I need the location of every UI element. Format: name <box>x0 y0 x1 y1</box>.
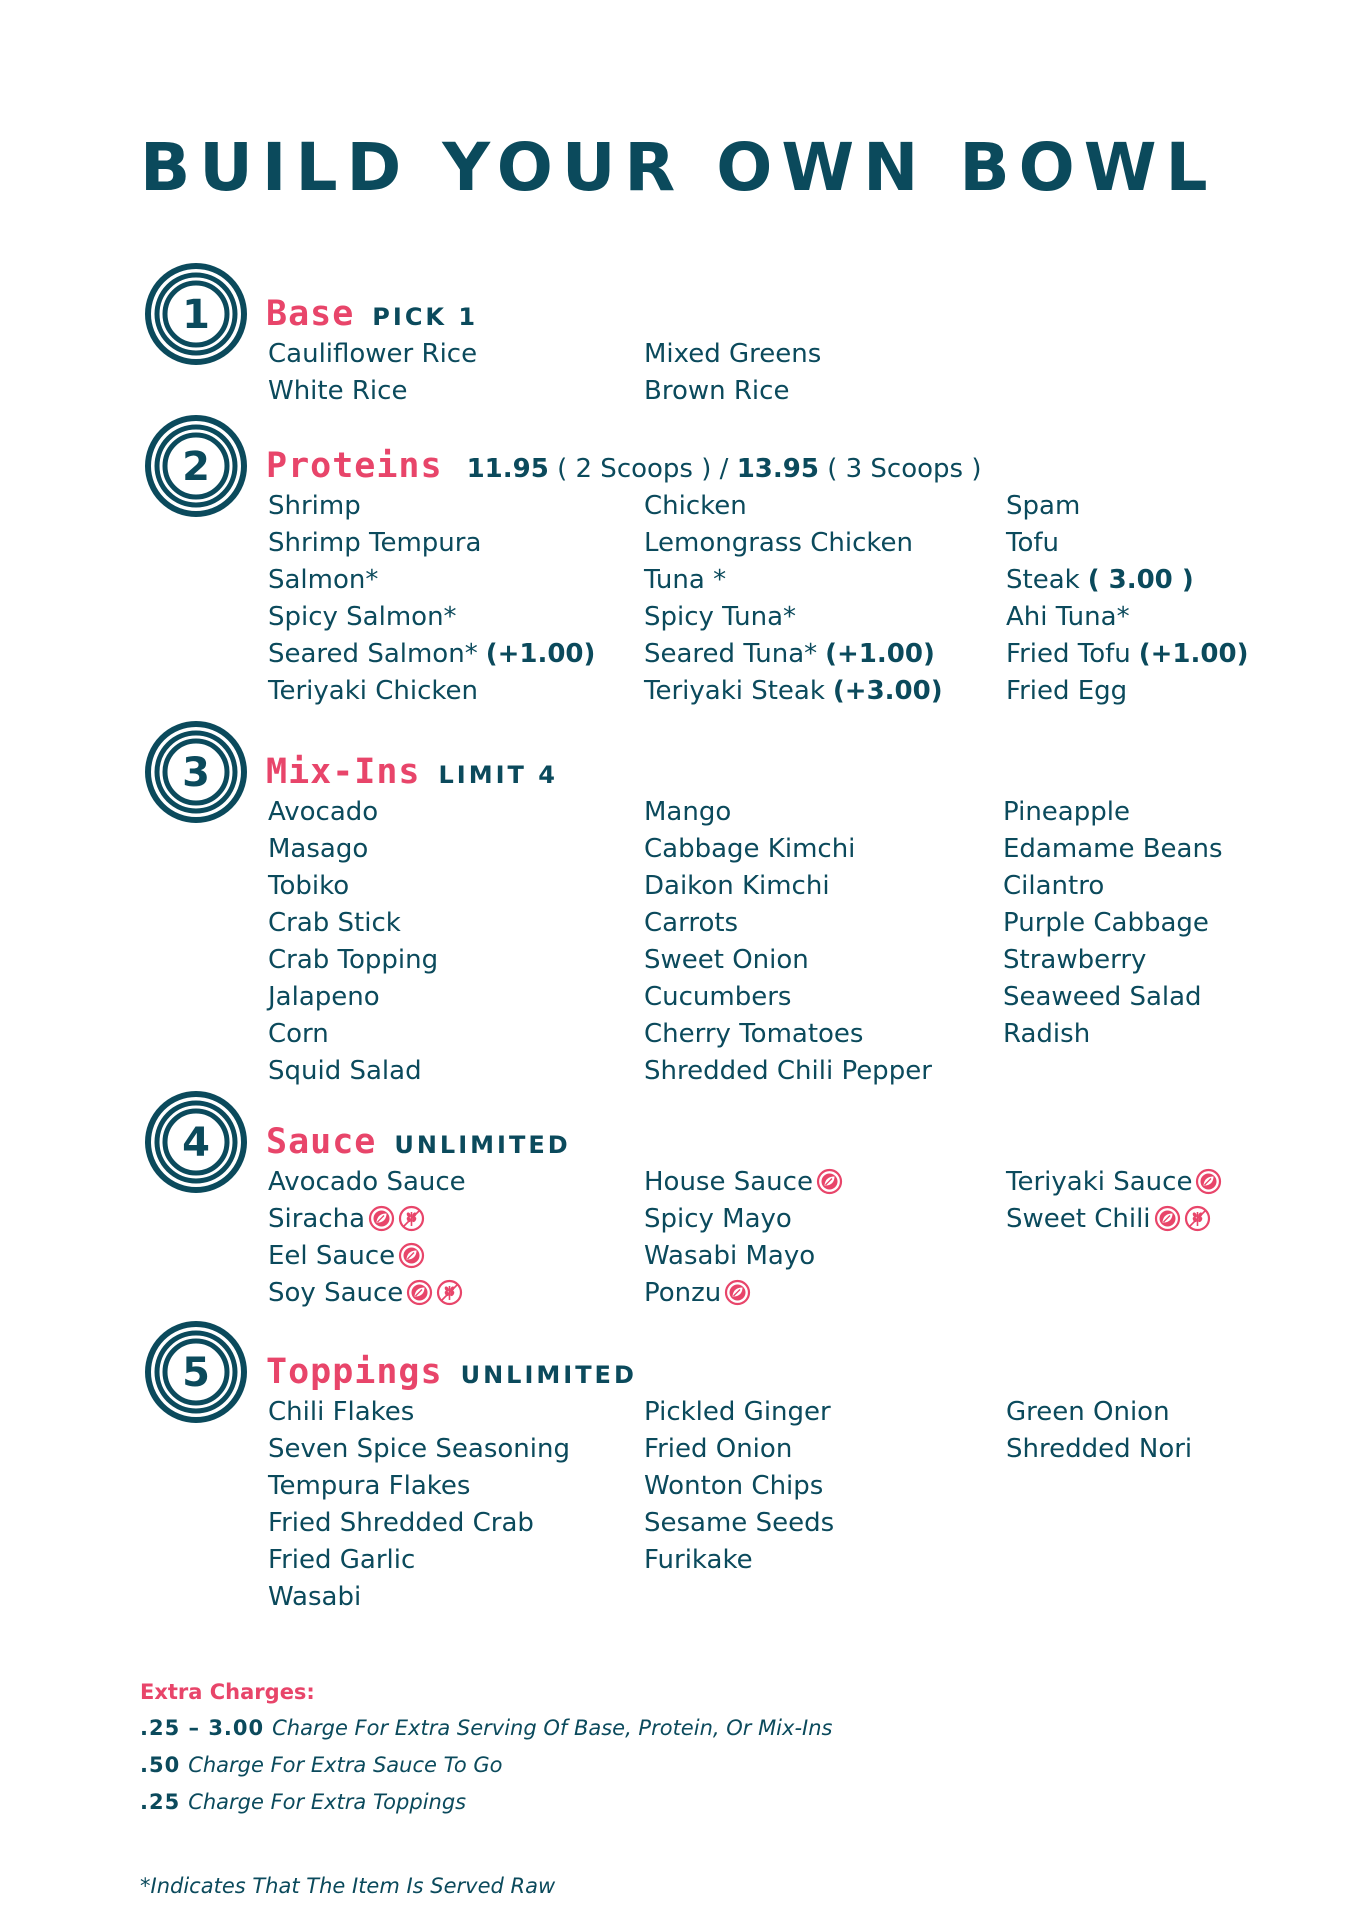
menu-item <box>644 636 943 673</box>
section-heading <box>266 444 982 494</box>
step-number-badge <box>144 720 248 824</box>
menu-item-label: Brown Rice <box>644 376 790 406</box>
menu-item-label: Seared Tuna* <box>644 639 818 669</box>
menu-column <box>268 488 595 710</box>
menu-item-label: Seared Salmon* <box>268 639 478 669</box>
menu-item-label: Fried Tofu <box>1006 639 1131 669</box>
section-heading <box>266 1120 571 1170</box>
menu-item-label: Teriyaki Steak <box>644 676 825 706</box>
menu-item-label: Seven Spice Seasoning <box>268 1434 570 1464</box>
menu-item <box>268 525 595 562</box>
menu-item <box>268 942 438 979</box>
menu-item-label: Shredded Nori <box>1006 1434 1193 1464</box>
menu-column <box>644 488 943 710</box>
menu-item-upcharge: (+1.00) <box>485 639 596 669</box>
menu-item-upcharge: (+1.00) <box>1138 639 1249 669</box>
step-number-badge <box>144 1320 248 1424</box>
menu-item <box>644 794 932 831</box>
menu-item-label: Radish <box>1003 1019 1091 1049</box>
menu-item <box>268 1579 570 1616</box>
scoops-two: ( 2 Scoops ) <box>557 454 712 484</box>
section-name: Proteins <box>266 446 443 486</box>
menu-item-label: Ahi Tuna* <box>1006 602 1130 632</box>
menu-item <box>268 636 595 673</box>
menu-item-label: Fried Onion <box>644 1434 793 1464</box>
menu-item <box>644 1394 834 1431</box>
section-limit-tag: UNLIMITED <box>460 1361 637 1389</box>
menu-item <box>644 673 943 710</box>
menu-item <box>644 1505 834 1542</box>
vegan-leaf-icon <box>368 1205 395 1232</box>
menu-item <box>1006 488 1248 525</box>
menu-item-label: Crab Stick <box>268 908 401 938</box>
menu-item <box>644 905 932 942</box>
menu-item <box>268 1468 570 1505</box>
menu-item <box>1006 562 1248 599</box>
menu-item <box>644 562 943 599</box>
menu-item-label: Teriyaki Chicken <box>268 676 478 706</box>
menu-item <box>268 1542 570 1579</box>
menu-item <box>644 1016 932 1053</box>
menu-item-label: Salmon* <box>268 565 379 595</box>
menu-item-label: Jalapeno <box>268 982 380 1012</box>
extra-charge-amount: .25 <box>140 1790 181 1814</box>
menu-item-label: Spicy Salmon* <box>268 602 457 632</box>
menu-item-label: Seaweed Salad <box>1003 982 1202 1012</box>
menu-item <box>268 794 438 831</box>
menu-item <box>1003 942 1223 979</box>
vegan-leaf-icon <box>724 1279 751 1306</box>
menu-item <box>644 1164 843 1201</box>
menu-item-label: Edamame Beans <box>1003 834 1223 864</box>
menu-item <box>268 831 438 868</box>
menu-item <box>644 868 932 905</box>
menu-column <box>268 336 477 410</box>
menu-item <box>1003 905 1223 942</box>
section-heading <box>266 292 478 342</box>
menu-item <box>1006 1431 1192 1468</box>
section-limit-tag: UNLIMITED <box>394 1131 571 1159</box>
menu-item-label: Green Onion <box>1006 1397 1170 1427</box>
menu-item-label: Steak <box>1006 565 1080 595</box>
menu-item-label: Teriyaki Sauce <box>1006 1167 1193 1197</box>
menu-item <box>268 336 477 373</box>
menu-column <box>644 1164 843 1312</box>
menu-item <box>268 1275 466 1312</box>
menu-item-label: Tobiko <box>268 871 350 901</box>
menu-column <box>644 336 821 410</box>
scoops-three: ( 3 Scoops ) <box>827 454 982 484</box>
menu-item <box>268 1431 570 1468</box>
menu-item <box>268 1164 466 1201</box>
menu-item-label: Daikon Kimchi <box>644 871 830 901</box>
step-number: 5 <box>182 1350 210 1396</box>
menu-column <box>644 1394 834 1579</box>
vegan-leaf-icon <box>1154 1205 1181 1232</box>
menu-item-label: Ponzu <box>644 1278 722 1308</box>
menu-item <box>268 1053 438 1090</box>
gluten-free-wheat-icon <box>398 1205 425 1232</box>
menu-item-label: Spicy Mayo <box>644 1204 792 1234</box>
menu-item <box>644 1468 834 1505</box>
section-heading <box>266 1350 637 1400</box>
menu-item <box>644 979 932 1016</box>
step-number: 3 <box>182 750 210 796</box>
section-name: Base <box>266 294 355 334</box>
menu-item <box>644 1431 834 1468</box>
menu-item <box>1006 673 1248 710</box>
extra-charge-row <box>140 1716 832 1740</box>
extra-charge-description: Charge For Extra Serving Of Base, Protein, Or Mix-Ins <box>272 1716 833 1740</box>
section-name: Mix-Ins <box>266 752 421 792</box>
menu-column <box>268 1164 466 1312</box>
menu-item-label: Shredded Chili Pepper <box>644 1056 932 1086</box>
menu-item-label: Sesame Seeds <box>644 1508 835 1538</box>
vegan-leaf-icon <box>1195 1168 1222 1195</box>
menu-item <box>1006 599 1248 636</box>
menu-item-label: Eel Sauce <box>268 1241 396 1271</box>
menu-item <box>1006 1201 1222 1238</box>
menu-item-label: Purple Cabbage <box>1003 908 1209 938</box>
menu-item <box>268 1201 466 1238</box>
gluten-free-wheat-icon <box>436 1279 463 1306</box>
menu-item <box>1003 1016 1223 1053</box>
menu-item-label: Furikake <box>644 1545 753 1575</box>
menu-item-label: Wonton Chips <box>644 1471 824 1501</box>
menu-item <box>1006 1164 1222 1201</box>
section-name: Toppings <box>266 1352 443 1392</box>
menu-item-label: Siracha <box>268 1204 366 1234</box>
menu-item-label: Pickled Ginger <box>644 1397 831 1427</box>
menu-item <box>644 1542 834 1579</box>
menu-item <box>1006 636 1248 673</box>
extra-charge-amount: .25 – 3.00 <box>140 1716 265 1740</box>
step-number-badge <box>144 1090 248 1194</box>
menu-item <box>1003 979 1223 1016</box>
step-number-badge <box>144 262 248 366</box>
menu-item-label: Strawberry <box>1003 945 1147 975</box>
section-heading <box>266 750 558 800</box>
menu-item <box>1006 1394 1192 1431</box>
menu-item <box>644 488 943 525</box>
menu-item <box>644 1201 843 1238</box>
menu-item-label: Shrimp Tempura <box>268 528 482 558</box>
menu-item-label: Wasabi <box>268 1582 362 1612</box>
menu-item <box>644 1053 932 1090</box>
section-limit-tag: LIMIT 4 <box>438 761 558 789</box>
menu-item-label: Soy Sauce <box>268 1278 404 1308</box>
menu-item <box>1003 794 1223 831</box>
menu-item-label: Chicken <box>644 491 747 521</box>
menu-item-label: Cabbage Kimchi <box>644 834 856 864</box>
menu-item <box>644 599 943 636</box>
menu-item <box>268 979 438 1016</box>
menu-item-label: Sweet Onion <box>644 945 809 975</box>
section-limit-tag: PICK 1 <box>372 303 479 331</box>
menu-item-label: Lemongrass Chicken <box>644 528 913 558</box>
extra-charge-description: Charge For Extra Toppings <box>188 1790 467 1814</box>
menu-item-label: Sweet Chili <box>1006 1204 1151 1234</box>
menu-item <box>644 525 943 562</box>
vegan-leaf-icon <box>406 1279 433 1306</box>
menu-column <box>1006 1164 1222 1238</box>
menu-item <box>268 488 595 525</box>
menu-item <box>1003 831 1223 868</box>
menu-item-label: Avocado Sauce <box>268 1167 466 1197</box>
menu-item <box>268 1016 438 1053</box>
price-separator: / <box>719 454 729 484</box>
extra-charges-title: Extra Charges: <box>140 1680 315 1704</box>
menu-item <box>268 373 477 410</box>
menu-column <box>268 794 438 1090</box>
menu-item <box>644 831 932 868</box>
menu-item <box>644 1275 843 1312</box>
menu-item-label: Crab Topping <box>268 945 439 975</box>
step-number: 2 <box>182 444 210 490</box>
extra-charge-row <box>140 1753 502 1777</box>
menu-item-upcharge: (+3.00) <box>832 676 943 706</box>
menu-item <box>1003 868 1223 905</box>
menu-item-label: Chili Flakes <box>268 1397 415 1427</box>
menu-item-label: House Sauce <box>644 1167 813 1197</box>
menu-item <box>644 1238 843 1275</box>
menu-column <box>1003 794 1223 1053</box>
menu-column <box>268 1394 570 1616</box>
menu-item <box>268 562 595 599</box>
menu-item-label: Cherry Tomatoes <box>644 1019 864 1049</box>
menu-item-label: Wasabi Mayo <box>644 1241 816 1271</box>
vegan-leaf-icon <box>816 1168 843 1195</box>
menu-item-label: Tuna * <box>644 565 727 595</box>
menu-item-label: Squid Salad <box>268 1056 422 1086</box>
raw-item-footnote: *Indicates That The Item Is Served Raw <box>140 1874 556 1898</box>
menu-item <box>268 599 595 636</box>
menu-item-label: Tofu <box>1006 528 1060 558</box>
page-title: BUILD YOUR OWN BOWL <box>140 129 1217 206</box>
menu-item-label: Fried Shredded Crab <box>268 1508 534 1538</box>
menu-item-label: Mango <box>644 797 732 827</box>
menu-item-label: Fried Egg <box>1006 676 1128 706</box>
menu-item-label: Fried Garlic <box>268 1545 416 1575</box>
step-number: 4 <box>182 1120 210 1166</box>
menu-item-label: Corn <box>268 1019 329 1049</box>
menu-item <box>644 373 821 410</box>
extra-charge-row <box>140 1790 466 1814</box>
menu-item <box>268 673 595 710</box>
menu-item-label: Cauliflower Rice <box>268 339 478 369</box>
menu-column <box>1006 1394 1192 1468</box>
menu-item-label: Spam <box>1006 491 1081 521</box>
menu-column <box>1006 488 1248 710</box>
menu-item-label: Spicy Tuna* <box>644 602 797 632</box>
menu-item-label: Cilantro <box>1003 871 1105 901</box>
price-two-scoops: 11.95 <box>466 454 549 484</box>
menu-item-label: Pineapple <box>1003 797 1130 827</box>
menu-item-upcharge: ( 3.00 ) <box>1087 565 1194 595</box>
menu-item-label: Shrimp <box>268 491 361 521</box>
gluten-free-wheat-icon <box>1184 1205 1211 1232</box>
extra-charge-description: Charge For Extra Sauce To Go <box>188 1753 503 1777</box>
step-number: 1 <box>182 292 210 338</box>
price-three-scoops: 13.95 <box>736 454 819 484</box>
menu-item <box>1006 525 1248 562</box>
menu-item <box>268 1238 466 1275</box>
menu-item-label: White Rice <box>268 376 408 406</box>
menu-item <box>268 868 438 905</box>
protein-price-note <box>467 454 982 484</box>
menu-item <box>644 942 932 979</box>
step-number-badge <box>144 414 248 518</box>
menu-item <box>268 1505 570 1542</box>
menu-item-label: Carrots <box>644 908 739 938</box>
menu-column <box>644 794 932 1090</box>
section-name: Sauce <box>266 1122 377 1162</box>
menu-item-label: Masago <box>268 834 369 864</box>
menu-item-upcharge: (+1.00) <box>825 639 935 669</box>
vegan-leaf-icon <box>398 1242 425 1269</box>
menu-item <box>644 336 821 373</box>
menu-item-label: Cucumbers <box>644 982 792 1012</box>
menu-item-label: Tempura Flakes <box>268 1471 471 1501</box>
menu-item-label: Mixed Greens <box>644 339 822 369</box>
extra-charge-amount: .50 <box>140 1753 181 1777</box>
menu-item <box>268 1394 570 1431</box>
menu-item-label: Avocado <box>268 797 379 827</box>
menu-item <box>268 905 438 942</box>
